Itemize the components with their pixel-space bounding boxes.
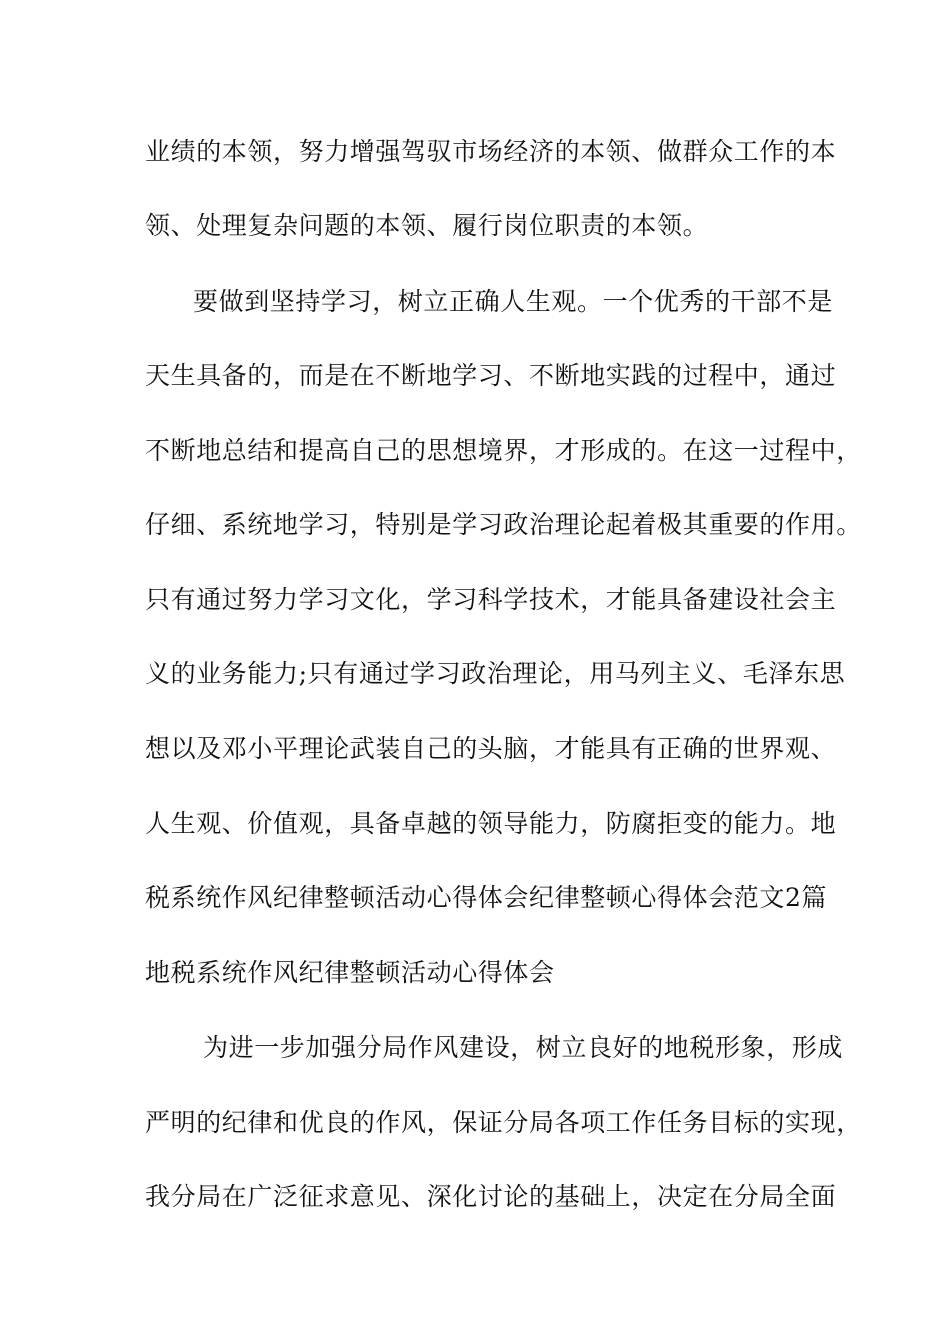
text-line: 天生具备的，而是在不断地学习、不断地实践的过程中，通过 [145, 361, 837, 390]
text-line: 仔细、系统地学习，特别是学习政治理论起着极其重要的作用。 [145, 510, 862, 539]
paragraph-start-line: 为进一步加强分局作风建设，树立良好的地税形象，形成 [203, 1033, 844, 1062]
text-line: 想以及邓小平理论武装自己的头脑，才能具有正确的世界观、 [145, 734, 837, 763]
section-title: 地税系统作风纪律整顿活动心得体会 [145, 958, 555, 987]
text-line: 不断地总结和提高自己的思想境界，才形成的。在这一过程中， [145, 436, 862, 465]
text-line: 我分局在广泛征求意见、深化讨论的基础上，决定在分局全面 [145, 1182, 837, 1211]
text-line: 税系统作风纪律整顿活动心得体会纪律整顿心得体会范文2篇 [145, 883, 828, 912]
text-line: 业绩的本领，努力增强驾驭市场经济的本领、做群众工作的本 [145, 137, 837, 166]
text-line: 义的业务能力;只有通过学习政治理论，用马列主义、毛泽东思 [145, 659, 846, 688]
text-line: 严明的纪律和优良的作风，保证分局各项工作任务目标的实现， [145, 1108, 862, 1137]
text-line: 只有通过努力学习文化，学习科学技术，才能具备建设社会主 [145, 585, 837, 614]
paragraph-start-line: 要做到坚持学习，树立正确人生观。一个优秀的干部不是 [193, 287, 834, 316]
text-line: 领、处理复杂问题的本领、履行岗位职责的本领。 [145, 211, 709, 240]
text-line: 人生观、价值观，具备卓越的领导能力，防腐拒变的能力。地 [145, 809, 837, 838]
